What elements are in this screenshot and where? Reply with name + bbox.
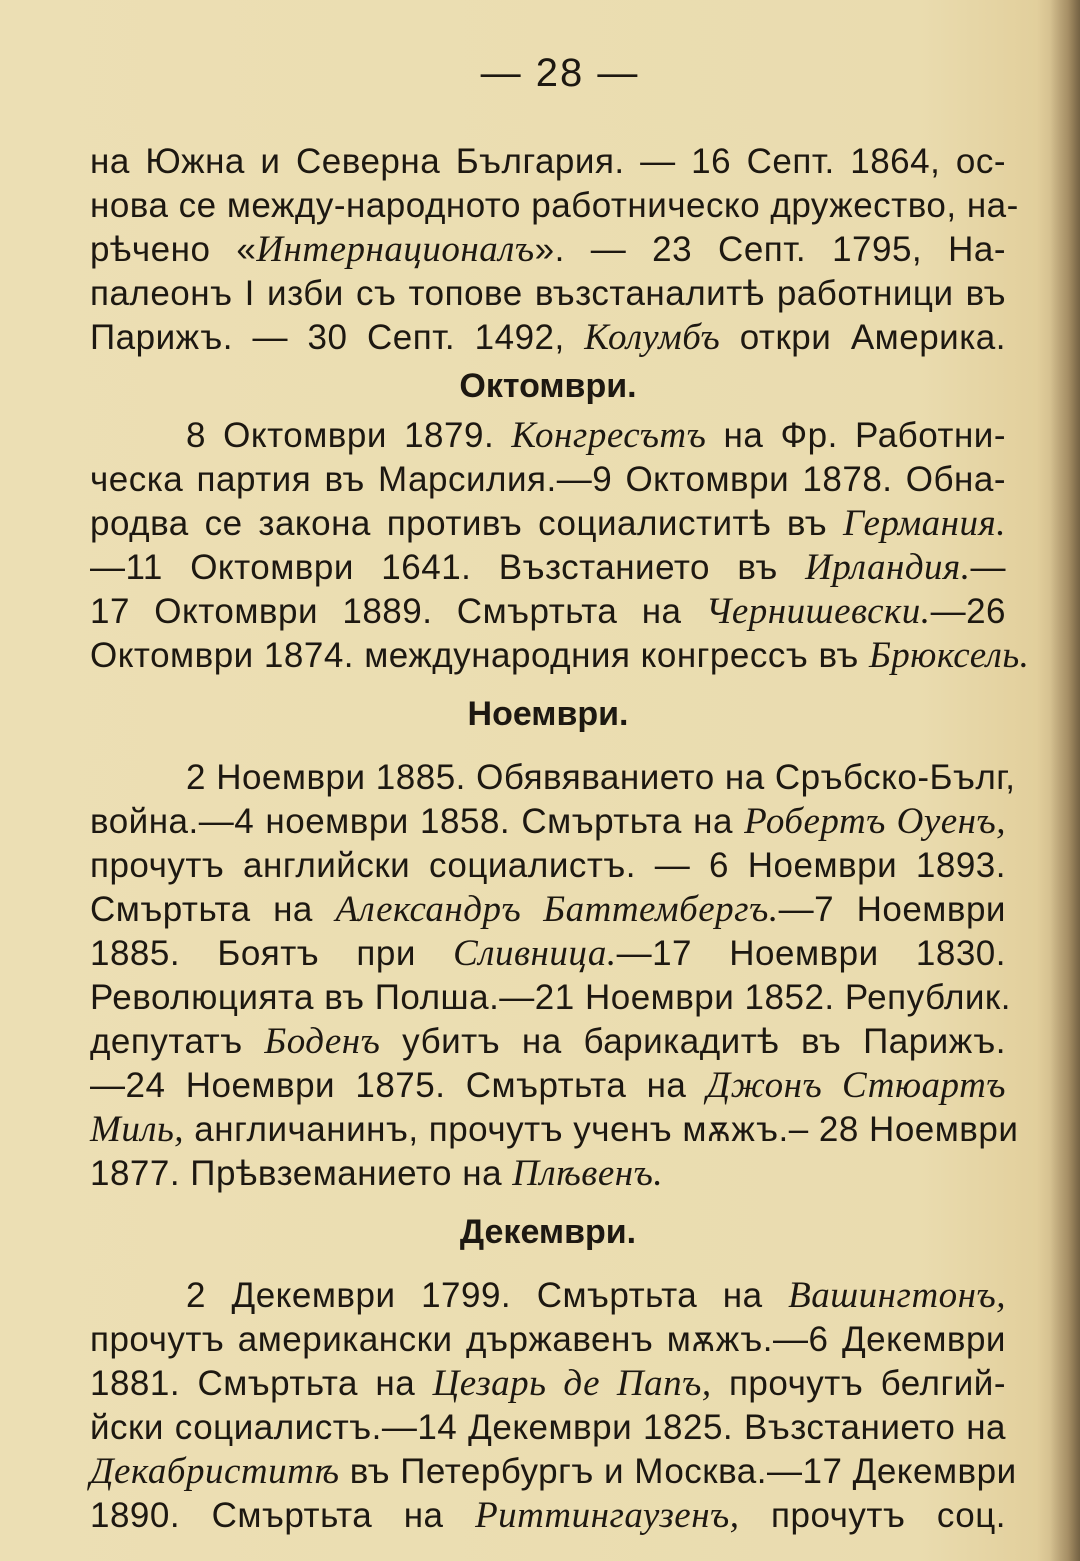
italic-name: Цезарь де Папъ, xyxy=(432,1363,712,1404)
december-paragraph xyxy=(90,1274,1017,1538)
text-run: убитъ на барикадитѣ въ Парижъ. xyxy=(380,1022,1006,1061)
text-run: откри Америка. xyxy=(720,318,1006,357)
text-run: Смъртьта на xyxy=(90,890,336,929)
text-run: 1877. Прѣвземанието на xyxy=(90,1154,513,1193)
text-run: прочутъ американски държавенъ мѫжъ.—6 Декември xyxy=(90,1320,1006,1359)
text-run: 1881. Смъртьта на xyxy=(90,1364,433,1403)
text-run: англичанинъ, прочутъ ученъ мѫжъ.– 28 Ноември xyxy=(184,1110,1019,1149)
italic-name: Александръ Баттембергъ. xyxy=(335,889,779,930)
text-run: 1885. Боятъ при xyxy=(90,934,454,973)
text-run: 1890. Смъртьта на xyxy=(90,1496,476,1535)
text-line xyxy=(90,590,1006,634)
text-line xyxy=(90,316,1006,360)
text-line xyxy=(90,228,1006,272)
text-run: ческа партия въ Марсилия.—9 Октомври 1878. Обна- xyxy=(90,460,1006,499)
text-line xyxy=(90,1362,1006,1406)
text-line xyxy=(90,1108,1019,1152)
text-run: нова се между-народното работническо дружество, на- xyxy=(90,186,1019,225)
intro-paragraph xyxy=(90,140,1019,360)
text-line xyxy=(90,1020,1006,1064)
page-edge-shadow xyxy=(1050,0,1080,1561)
heading-october: Октомври. xyxy=(459,367,637,405)
italic-name: Боденъ xyxy=(264,1021,381,1062)
text-run: —11 Октомври 1641. Възстанието въ xyxy=(90,548,806,587)
italic-name: Германия. xyxy=(843,503,1006,544)
text-line xyxy=(90,1406,1006,1450)
heading-november: Ноември. xyxy=(467,695,629,733)
text-run: война.—4 ноември 1858. Смъртьта на xyxy=(90,802,745,841)
text-line xyxy=(90,1152,1006,1196)
text-line xyxy=(90,634,1030,678)
italic-name: Плѣвенъ. xyxy=(512,1153,664,1194)
text-line xyxy=(90,272,1006,316)
text-line xyxy=(90,976,1011,1020)
text-run: на Южна и Северна България. — 16 Септ. 1864, ос- xyxy=(90,142,1006,181)
text-line xyxy=(90,800,1006,844)
november-paragraph xyxy=(90,756,1019,1196)
text-run: ». — 23 Септ. 1795, На- xyxy=(534,230,1006,269)
italic-name: Риттингаузенъ, xyxy=(475,1495,740,1536)
text-run: 8 Октомври 1879. xyxy=(186,416,512,455)
italic-name: Вашингтонъ, xyxy=(788,1275,1006,1316)
text-line xyxy=(90,756,1016,800)
italic-name: Джонъ Стюартъ xyxy=(706,1065,1006,1106)
text-line xyxy=(90,184,1019,228)
text-run: рѣчено « xyxy=(90,230,257,269)
text-line xyxy=(90,546,1006,590)
text-run: —24 Ноември 1875. Смъртьта на xyxy=(90,1066,707,1105)
text-run: — xyxy=(970,548,1006,587)
text-line xyxy=(90,414,1006,458)
text-line xyxy=(90,888,1006,932)
italic-name: Чернишевски. xyxy=(705,591,931,632)
italic-name: Сливница. xyxy=(453,933,617,974)
text-line xyxy=(90,140,1006,184)
text-line xyxy=(90,1274,1006,1318)
text-run: депутатъ xyxy=(90,1022,265,1061)
italic-name: Интернационалъ xyxy=(256,229,535,270)
text-run: въ Петербургъ и Москва.—17 Декември xyxy=(339,1452,1017,1491)
text-run: Революцията въ Полша.—21 Ноември 1852. Републик. xyxy=(90,978,1011,1017)
heading-december: Декември. xyxy=(459,1213,637,1251)
text-run: прочутъ соц. xyxy=(739,1496,1006,1535)
text-run: йски социалистъ.—14 Декември 1825. Възстанието на xyxy=(90,1408,1006,1447)
italic-name: Декабриститѣ xyxy=(90,1451,340,1492)
text-run: Октомври 1874. международния конгрессъ въ xyxy=(90,636,869,675)
text-run: —17 Ноември 1830. xyxy=(616,934,1006,973)
text-line xyxy=(90,1064,1006,1108)
italic-name: Брюксель. xyxy=(868,635,1030,676)
text-run: прочутъ английски социалистъ. — 6 Ноември 1893. xyxy=(90,846,1006,885)
italic-name: Колумбъ xyxy=(584,317,721,358)
text-line xyxy=(90,1494,1006,1538)
italic-name: Робертъ Оуенъ, xyxy=(744,801,1006,842)
text-run: 2 Декември 1799. Смъртьта на xyxy=(186,1276,789,1315)
text-run: Парижъ. — 30 Септ. 1492, xyxy=(90,318,585,357)
italic-name: Конгресътъ xyxy=(511,415,707,456)
text-line xyxy=(90,502,1006,546)
text-run: —7 Ноември xyxy=(778,890,1006,929)
text-line xyxy=(90,1450,1017,1494)
text-run: —26 xyxy=(930,592,1006,631)
body-text xyxy=(90,140,1030,1538)
italic-name: Ирландия. xyxy=(805,547,971,588)
october-paragraph xyxy=(90,414,1030,678)
text-run: палеонъ I изби съ топове възстаналитѣ работници въ xyxy=(90,274,1006,313)
page-number: — 28 — xyxy=(480,51,640,95)
text-run: прочутъ белгий- xyxy=(711,1364,1006,1403)
text-run: 17 Октомври 1889. Смъртьта на xyxy=(90,592,706,631)
text-run: на Фр. Работни- xyxy=(706,416,1006,455)
text-line xyxy=(90,458,1006,502)
text-run: родва се закона противъ социалиститѣ въ xyxy=(90,504,844,543)
text-run: 2 Ноември 1885. Обявяванието на Сръбско-Бълг, xyxy=(186,758,1016,797)
text-line xyxy=(90,844,1006,888)
text-line xyxy=(90,932,1006,976)
italic-name: Миль, xyxy=(90,1109,185,1150)
text-line xyxy=(90,1318,1006,1362)
